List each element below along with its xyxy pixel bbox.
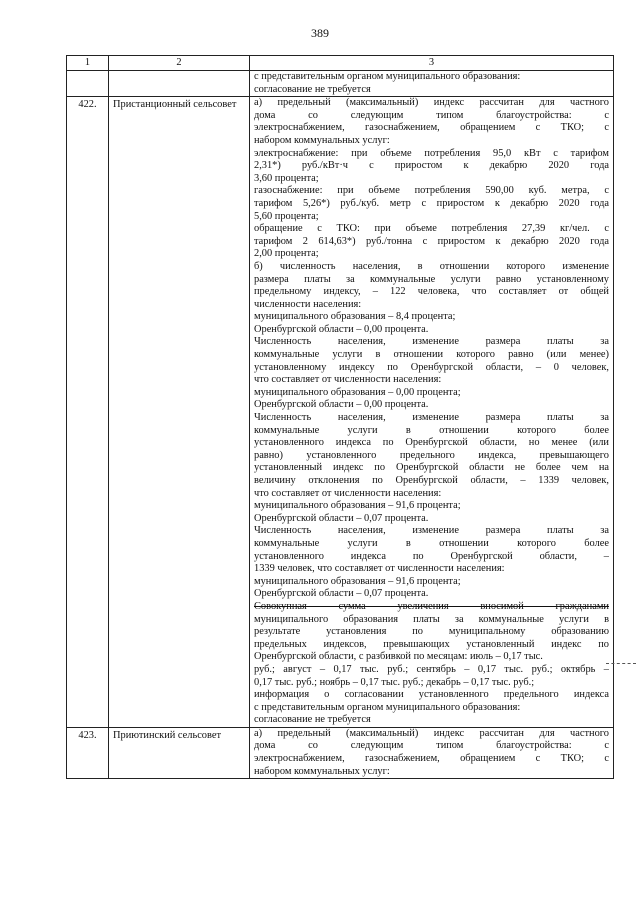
text-line: 1339 человек, что составляет от численности населения: xyxy=(254,563,505,575)
page-number: 389 xyxy=(311,26,329,40)
header-col-2: 2 xyxy=(109,56,250,71)
row-content xyxy=(250,727,614,778)
text-line: дома со следующим типом благоустройства: с xyxy=(254,109,609,121)
text-line: с представительным органом муниципального образования: xyxy=(254,71,521,82)
text-line: муниципального образования – 8,4 процента; xyxy=(254,311,456,323)
text-line: электроснабжением, газоснабжением, обращением с ТКО; с xyxy=(254,122,609,134)
text-line: муниципального образования – 91,6 процента; xyxy=(254,500,461,512)
text-line: муниципального образования платы за коммунальные услуги в xyxy=(254,613,609,625)
table-row xyxy=(67,71,614,97)
text-line: информация о согласовании установленного предельного индекса xyxy=(254,689,609,701)
text-line: согласование не требуется xyxy=(254,83,371,95)
text-line: 5,60 процента; xyxy=(254,210,319,222)
municipality-name xyxy=(109,71,250,97)
text-line: Оренбургской области – 0,00 процента. xyxy=(254,399,429,411)
text-line: установленного индекса по Оренбургской области, – xyxy=(254,550,609,562)
text-line: а) предельный (максимальный) индекс рассчитан для частного xyxy=(254,97,609,109)
text-line: а) предельный (максимальный) индекс рассчитан для частного xyxy=(254,727,609,739)
text-line: 0,17 тыс. руб.; ноябрь – 0,17 тыс. руб.; декабрь – 0,17 тыс. руб.; xyxy=(254,676,535,688)
row-number xyxy=(67,71,109,97)
text-line: тарифом 2 614,63*) руб./тонна с приростом к декабрю 2020 года xyxy=(254,235,609,247)
text-line: что составляет от численности населения: xyxy=(254,487,442,499)
text-line: 2,00 процента; xyxy=(254,248,319,260)
text-line: Оренбургской области – 0,07 процента. xyxy=(254,588,429,600)
table-row xyxy=(67,97,614,728)
text-line: установленный индекс по Оренбургской области не более чем на xyxy=(254,462,609,474)
text-line: 3,60 процента; xyxy=(254,172,319,184)
text-line: что составляет от численности населения: xyxy=(254,374,442,386)
text-line: предельных индексов, превышающих установленный индекс по xyxy=(254,638,609,650)
text-line: руб.; август – 0,17 тыс. руб.; сентябрь – 0,17 тыс. руб.; октябрь – xyxy=(254,663,609,675)
text-line: муниципального образования – 91,6 процента; xyxy=(254,575,461,587)
text-line: набором коммунальных услуг: xyxy=(254,765,390,777)
text-line: 2,31*) руб./кВт·ч с приростом к декабрю 2020 года xyxy=(254,160,609,172)
header-col-1: 1 xyxy=(67,56,109,71)
text-line: коммунальные услуги в отношении которого равно (или менее) xyxy=(254,349,609,361)
text-line: Оренбургской области – 0,07 процента. xyxy=(254,512,429,524)
text-line: муниципального образования – 0,00 процента; xyxy=(254,386,461,398)
row-content xyxy=(250,71,614,97)
text-line: тарифом 5,26*) руб./куб. метр с приростом к декабрю 2020 года xyxy=(254,197,609,209)
row-number: 422. xyxy=(67,97,109,728)
text-line: Оренбургской области, с разбивкой по месяцам: июль – 0,17 тыс. xyxy=(254,651,543,663)
text-line: коммунальные услуги в отношении которого более xyxy=(254,424,609,436)
text-line: предельному индексу, – 122 человека, что составляет от общей xyxy=(254,286,609,298)
row-number: 423. xyxy=(67,727,109,778)
text-line: газоснабжение: при объеме потребления 590,00 куб. метра, с xyxy=(254,185,609,197)
municipality-name: Пристанционный сельсовет xyxy=(109,97,250,728)
text-line: электроснабжение: при объеме потребления 95,0 кВт с тарифом xyxy=(254,147,609,159)
text-line: Численность населения, изменение размера платы за xyxy=(254,336,609,348)
text-line: б) численность населения, в отношении которого изменение xyxy=(254,260,609,272)
text-line: электроснабжением, газоснабжением, обращением с ТКО; с xyxy=(254,753,609,765)
text-line: величину отклонения по Оренбургской области, – 1339 человек, xyxy=(254,475,609,486)
text-line: дома со следующим типом благоустройства: с xyxy=(254,740,609,752)
text-line: размера платы за коммунальные услуги равно установленному xyxy=(254,273,609,285)
row-content xyxy=(250,97,614,728)
text-line: численности населения: xyxy=(254,298,362,310)
text-line: установленного индекса по Оренбургской области, но менее (или xyxy=(254,437,609,449)
text-line: равно) установленного предельного индекса, превышающего xyxy=(254,449,609,461)
municipality-name: Приютинский сельсовет xyxy=(109,727,250,778)
text-line: Оренбургской области – 0,00 процента. xyxy=(254,323,429,335)
text-line: результате установления по муниципальному образованию xyxy=(254,626,609,638)
text-line: Численность населения, изменение размера платы за xyxy=(254,412,609,424)
text-line: Численность населения, изменение размера платы за xyxy=(254,525,609,537)
indices-table xyxy=(66,55,614,779)
text-line: Совокупная сумма увеличения вносимой гражданами xyxy=(254,600,609,612)
text-line: установленному индексу по Оренбургской области, – 0 человек, xyxy=(254,361,609,373)
header-col-3: 3 xyxy=(250,56,614,71)
text-line: обращение с ТКО: при объеме потребления 27,39 кг/чел. с xyxy=(254,223,609,235)
text-line: согласование не требуется xyxy=(254,714,371,726)
margin-dash-mark xyxy=(606,663,636,664)
text-line: набором коммунальных услуг: xyxy=(254,134,390,146)
text-line: с представительным органом муниципального образования: xyxy=(254,701,521,713)
table-row xyxy=(67,727,614,778)
text-line: коммунальные услуги в отношении которого более xyxy=(254,537,609,549)
table-header-row xyxy=(67,56,614,71)
